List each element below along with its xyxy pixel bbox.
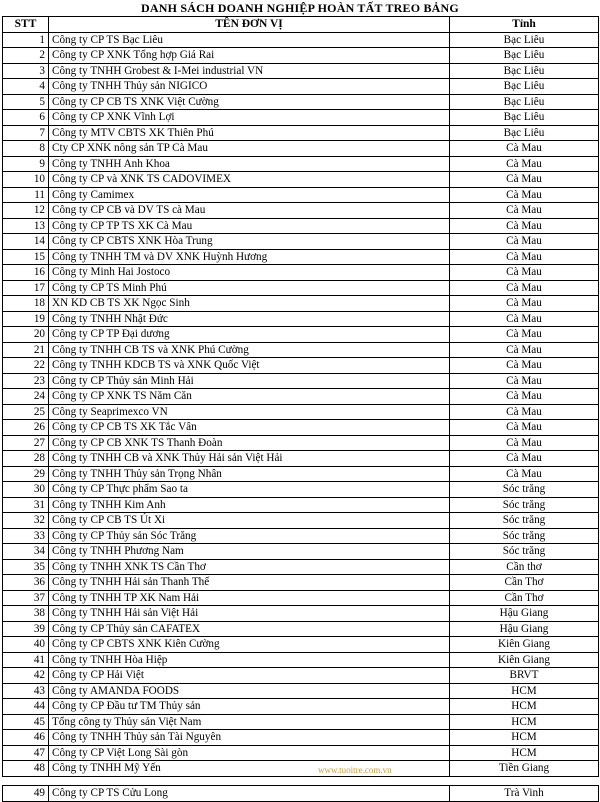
cell-stt: 48 (3, 761, 49, 777)
cell-stt: 31 (3, 497, 49, 513)
cell-stt: 41 (3, 652, 49, 668)
cell-province: Cà Mau (450, 187, 599, 203)
cell-stt: 44 (3, 699, 49, 715)
cell-stt: 46 (3, 730, 49, 746)
cell-name: Công ty CP CB XNK TS Thanh Đoàn (49, 435, 450, 451)
cell-stt: 36 (3, 575, 49, 591)
cell-name: Cty CP XNK nông sản TP Cà Mau (49, 141, 450, 157)
table-row (3, 668, 599, 684)
cell-stt: 4 (3, 79, 49, 95)
cell-stt: 13 (3, 218, 49, 234)
cell-stt: 23 (3, 373, 49, 389)
cell-name: Công ty CP TP TS XK Cà Mau (49, 218, 450, 234)
cell-name: Công ty TNHH KDCB TS và XNK Quốc Việt (49, 358, 450, 374)
cell-province: Cần Thơ (450, 575, 599, 591)
continuation-table (2, 785, 599, 802)
cell-name: XN KD CB TS XK Ngọc Sinh (49, 296, 450, 312)
cell-name: Công ty TNHH Hải sản Việt Hải (49, 606, 450, 622)
table-row (3, 218, 599, 234)
cell-province: Cần thơ (450, 559, 599, 575)
cell-stt: 7 (3, 125, 49, 141)
cell-name: Công ty MTV CBTS XK Thiên Phú (49, 125, 450, 141)
table-row (3, 389, 599, 405)
cell-stt: 43 (3, 683, 49, 699)
cell-stt: 25 (3, 404, 49, 420)
cell-name: Công ty CP Hải Việt (49, 668, 450, 684)
cell-name: Công ty CP XNK Tổng hợp Giá Rai (49, 48, 450, 64)
table-row (3, 203, 599, 219)
table-row (3, 699, 599, 715)
table-row (3, 786, 599, 802)
cell-name: Công ty CP Thực phẩm Sao ta (49, 482, 450, 498)
table-row (3, 621, 599, 637)
cell-stt: 9 (3, 156, 49, 172)
cell-province: Bạc Liêu (450, 63, 599, 79)
table-row (3, 79, 599, 95)
cell-name: Công ty CP Thủy sản Sóc Trăng (49, 528, 450, 544)
cell-province: Hậu Giang (450, 606, 599, 622)
table-row (3, 296, 599, 312)
table-row (3, 420, 599, 436)
cell-province: Cà Mau (450, 265, 599, 281)
cell-province: BRVT (450, 668, 599, 684)
table-row (3, 482, 599, 498)
cell-name: Công ty TNHH Hòa Hiệp (49, 652, 450, 668)
cell-province: Hậu Giang (450, 621, 599, 637)
cell-stt: 28 (3, 451, 49, 467)
table-row (3, 497, 599, 513)
cell-stt: 37 (3, 590, 49, 606)
cell-name: Công ty CP Việt Long Sài gòn (49, 745, 450, 761)
header-name: TÊN ĐƠN VỊ (49, 17, 450, 33)
cell-province: Cà Mau (450, 435, 599, 451)
table-row (3, 761, 599, 777)
cell-stt: 6 (3, 110, 49, 126)
cell-province: Cà Mau (450, 280, 599, 296)
cell-stt: 21 (3, 342, 49, 358)
cell-stt: 45 (3, 714, 49, 730)
table-row (3, 32, 599, 48)
cell-province: Cà Mau (450, 311, 599, 327)
cell-province: Bạc Liêu (450, 32, 599, 48)
table-row (3, 466, 599, 482)
cell-stt: 27 (3, 435, 49, 451)
table-row (3, 249, 599, 265)
table-row (3, 342, 599, 358)
cell-province: Bạc Liêu (450, 48, 599, 64)
cell-name: Công ty CP Đầu tư TM Thủy sản (49, 699, 450, 715)
header-province: Tỉnh (450, 17, 599, 33)
cell-province: Cà Mau (450, 234, 599, 250)
table-row (3, 544, 599, 560)
table-row (3, 265, 599, 281)
cell-stt: 3 (3, 63, 49, 79)
table-row (3, 435, 599, 451)
document-title: DANH SÁCH DOANH NGHIỆP HOÀN TẤT TREO BẢNG (141, 1, 459, 15)
cell-province: Cà Mau (450, 156, 599, 172)
cell-name: Công ty TNHH CB và XNK Thủy Hải sản Việt Hải (49, 451, 450, 467)
cell-name: Công ty TNHH Phương Nam (49, 544, 450, 560)
table-row (3, 745, 599, 761)
cell-province: HCM (450, 745, 599, 761)
cell-stt: 33 (3, 528, 49, 544)
cell-province: HCM (450, 730, 599, 746)
cell-stt: 18 (3, 296, 49, 312)
cell-stt: 12 (3, 203, 49, 219)
table-row (3, 606, 599, 622)
table-row (3, 513, 599, 529)
cell-name: Công ty CP CB và DV TS cà Mau (49, 203, 450, 219)
company-table (2, 16, 599, 777)
cell-name: Công ty CP XNK Vĩnh Lợi (49, 110, 450, 126)
cell-province: Cà Mau (450, 358, 599, 374)
cell-name: Công ty TNHH Kim Anh (49, 497, 450, 513)
cell-name: Công ty TNHH Thủy sản Tài Nguyên (49, 730, 450, 746)
table-row (3, 94, 599, 110)
cell-province: Trà Vinh (450, 786, 599, 802)
cell-name: Công ty CP TS Minh Phú (49, 280, 450, 296)
table-header-row (3, 17, 599, 33)
cell-stt: 5 (3, 94, 49, 110)
cell-province: Sóc trăng (450, 528, 599, 544)
cell-stt: 29 (3, 466, 49, 482)
cell-stt: 39 (3, 621, 49, 637)
cell-name: Công ty CP Thủy sản Minh Hải (49, 373, 450, 389)
table-row (3, 683, 599, 699)
cell-stt: 10 (3, 172, 49, 188)
cell-stt: 1 (3, 32, 49, 48)
cell-stt: 17 (3, 280, 49, 296)
table-row (3, 451, 599, 467)
table-body (3, 32, 599, 776)
cell-name: Công ty TNHH Hải sản Thanh Thế (49, 575, 450, 591)
table-row (3, 404, 599, 420)
cell-name: Công ty TNHH Mỹ Yến (49, 761, 450, 777)
table-row (3, 528, 599, 544)
cell-province: Cà Mau (450, 404, 599, 420)
cell-stt: 2 (3, 48, 49, 64)
cell-stt: 26 (3, 420, 49, 436)
table-row (3, 187, 599, 203)
cell-name: Công ty CP XNK TS Năm Căn (49, 389, 450, 405)
cell-name: Công ty TNHH Grobest & I-Mei industrial VN (49, 63, 450, 79)
cell-name: Công ty TNHH Nhật Đức (49, 311, 450, 327)
cell-province: Sóc trăng (450, 497, 599, 513)
cell-province: Sóc trăng (450, 544, 599, 560)
cell-province: Bạc Liêu (450, 94, 599, 110)
cell-province: Kiên Giang (450, 652, 599, 668)
cell-province: Cà Mau (450, 327, 599, 343)
cell-name: Công ty Minh Hai Jostoco (49, 265, 450, 281)
cell-province: Cà Mau (450, 451, 599, 467)
cell-name: Công ty CP TS Bạc Liêu (49, 32, 450, 48)
cell-province: Cà Mau (450, 389, 599, 405)
cell-name: Công ty TNHH Thủy sản Trọng Nhân (49, 466, 450, 482)
table-row (3, 280, 599, 296)
page-gap (0, 778, 600, 785)
cell-name: Công ty CP CBTS XNK Kiên Cường (49, 637, 450, 653)
cell-province: Cà Mau (450, 466, 599, 482)
cell-stt: 32 (3, 513, 49, 529)
cell-name: Công ty TNHH CB TS và XNK Phú Cường (49, 342, 450, 358)
cell-name: Tổng công ty Thủy sản Việt Nam (49, 714, 450, 730)
table-row (3, 714, 599, 730)
cell-province: HCM (450, 714, 599, 730)
table-row (3, 652, 599, 668)
cell-province: Cần Thơ (450, 590, 599, 606)
cell-stt: 35 (3, 559, 49, 575)
cell-province: Sóc trăng (450, 513, 599, 529)
cell-province: Cà Mau (450, 420, 599, 436)
table-row (3, 559, 599, 575)
cell-stt: 19 (3, 311, 49, 327)
cell-stt: 8 (3, 141, 49, 157)
cell-name: Công ty CP CB TS XK Tắc Vân (49, 420, 450, 436)
cell-stt: 15 (3, 249, 49, 265)
cell-name: Công ty CP CB TS Út Xi (49, 513, 450, 529)
table-row (3, 373, 599, 389)
cell-name: Công ty CP TP Đại dương (49, 327, 450, 343)
cell-stt: 22 (3, 358, 49, 374)
cell-province: Bạc Liêu (450, 79, 599, 95)
cell-province: Sóc trăng (450, 482, 599, 498)
cell-province: Tiền Giang (450, 761, 599, 777)
cell-province: Cà Mau (450, 218, 599, 234)
cell-stt: 40 (3, 637, 49, 653)
watermark-text: www.tuoitre.com.vn (318, 765, 392, 775)
cell-province: Cà Mau (450, 141, 599, 157)
table-row (3, 311, 599, 327)
cell-stt: 30 (3, 482, 49, 498)
header-stt: STT (3, 17, 49, 33)
cell-name: Công ty AMANDA FOODS (49, 683, 450, 699)
cell-stt: 42 (3, 668, 49, 684)
table-row (3, 141, 599, 157)
cell-province: HCM (450, 683, 599, 699)
cell-stt: 38 (3, 606, 49, 622)
cell-stt: 14 (3, 234, 49, 250)
cell-province: Bạc Liêu (450, 110, 599, 126)
cell-name: Công ty CP TS Cửu Long (49, 786, 450, 802)
cell-stt: 49 (3, 786, 49, 802)
cell-province: Bạc Liêu (450, 125, 599, 141)
table-row (3, 327, 599, 343)
cell-name: Công ty TNHH TP XK Nam Hải (49, 590, 450, 606)
cell-province: HCM (450, 699, 599, 715)
table-row (3, 125, 599, 141)
table-row (3, 730, 599, 746)
cell-name: Công ty CP Thủy sản CAFATEX (49, 621, 450, 637)
cell-province: Kiên Giang (450, 637, 599, 653)
cell-province: Cà Mau (450, 373, 599, 389)
cell-name: Công ty Seaprimexco VN (49, 404, 450, 420)
table-row (3, 110, 599, 126)
cell-name: Công ty TNHH TM và DV XNK Huỳnh Hương (49, 249, 450, 265)
table-row (3, 172, 599, 188)
cell-province: Cà Mau (450, 172, 599, 188)
table-row (3, 48, 599, 64)
cell-name: Công ty CP CB TS XNK Việt Cường (49, 94, 450, 110)
table-row (3, 234, 599, 250)
cell-stt: 16 (3, 265, 49, 281)
table-row (3, 358, 599, 374)
cell-name: Công ty TNHH XNK TS Cần Thơ (49, 559, 450, 575)
cell-stt: 34 (3, 544, 49, 560)
cell-stt: 24 (3, 389, 49, 405)
cell-province: Cà Mau (450, 249, 599, 265)
cell-stt: 20 (3, 327, 49, 343)
cell-name: Công ty CP và XNK TS CADOVIMEX (49, 172, 450, 188)
cell-name: Công ty Camimex (49, 187, 450, 203)
table-row (3, 63, 599, 79)
cell-stt: 47 (3, 745, 49, 761)
cell-name: Công ty TNHH Anh Khoa (49, 156, 450, 172)
table-row (3, 637, 599, 653)
cell-province: Cà Mau (450, 342, 599, 358)
cell-name: Công ty CP CBTS XNK Hòa Trung (49, 234, 450, 250)
table-row (3, 590, 599, 606)
cell-stt: 11 (3, 187, 49, 203)
cell-name: Công ty TNHH Thủy sản NIGICO (49, 79, 450, 95)
cell-province: Cà Mau (450, 203, 599, 219)
table-row (3, 575, 599, 591)
table-row (3, 156, 599, 172)
cell-province: Cà Mau (450, 296, 599, 312)
